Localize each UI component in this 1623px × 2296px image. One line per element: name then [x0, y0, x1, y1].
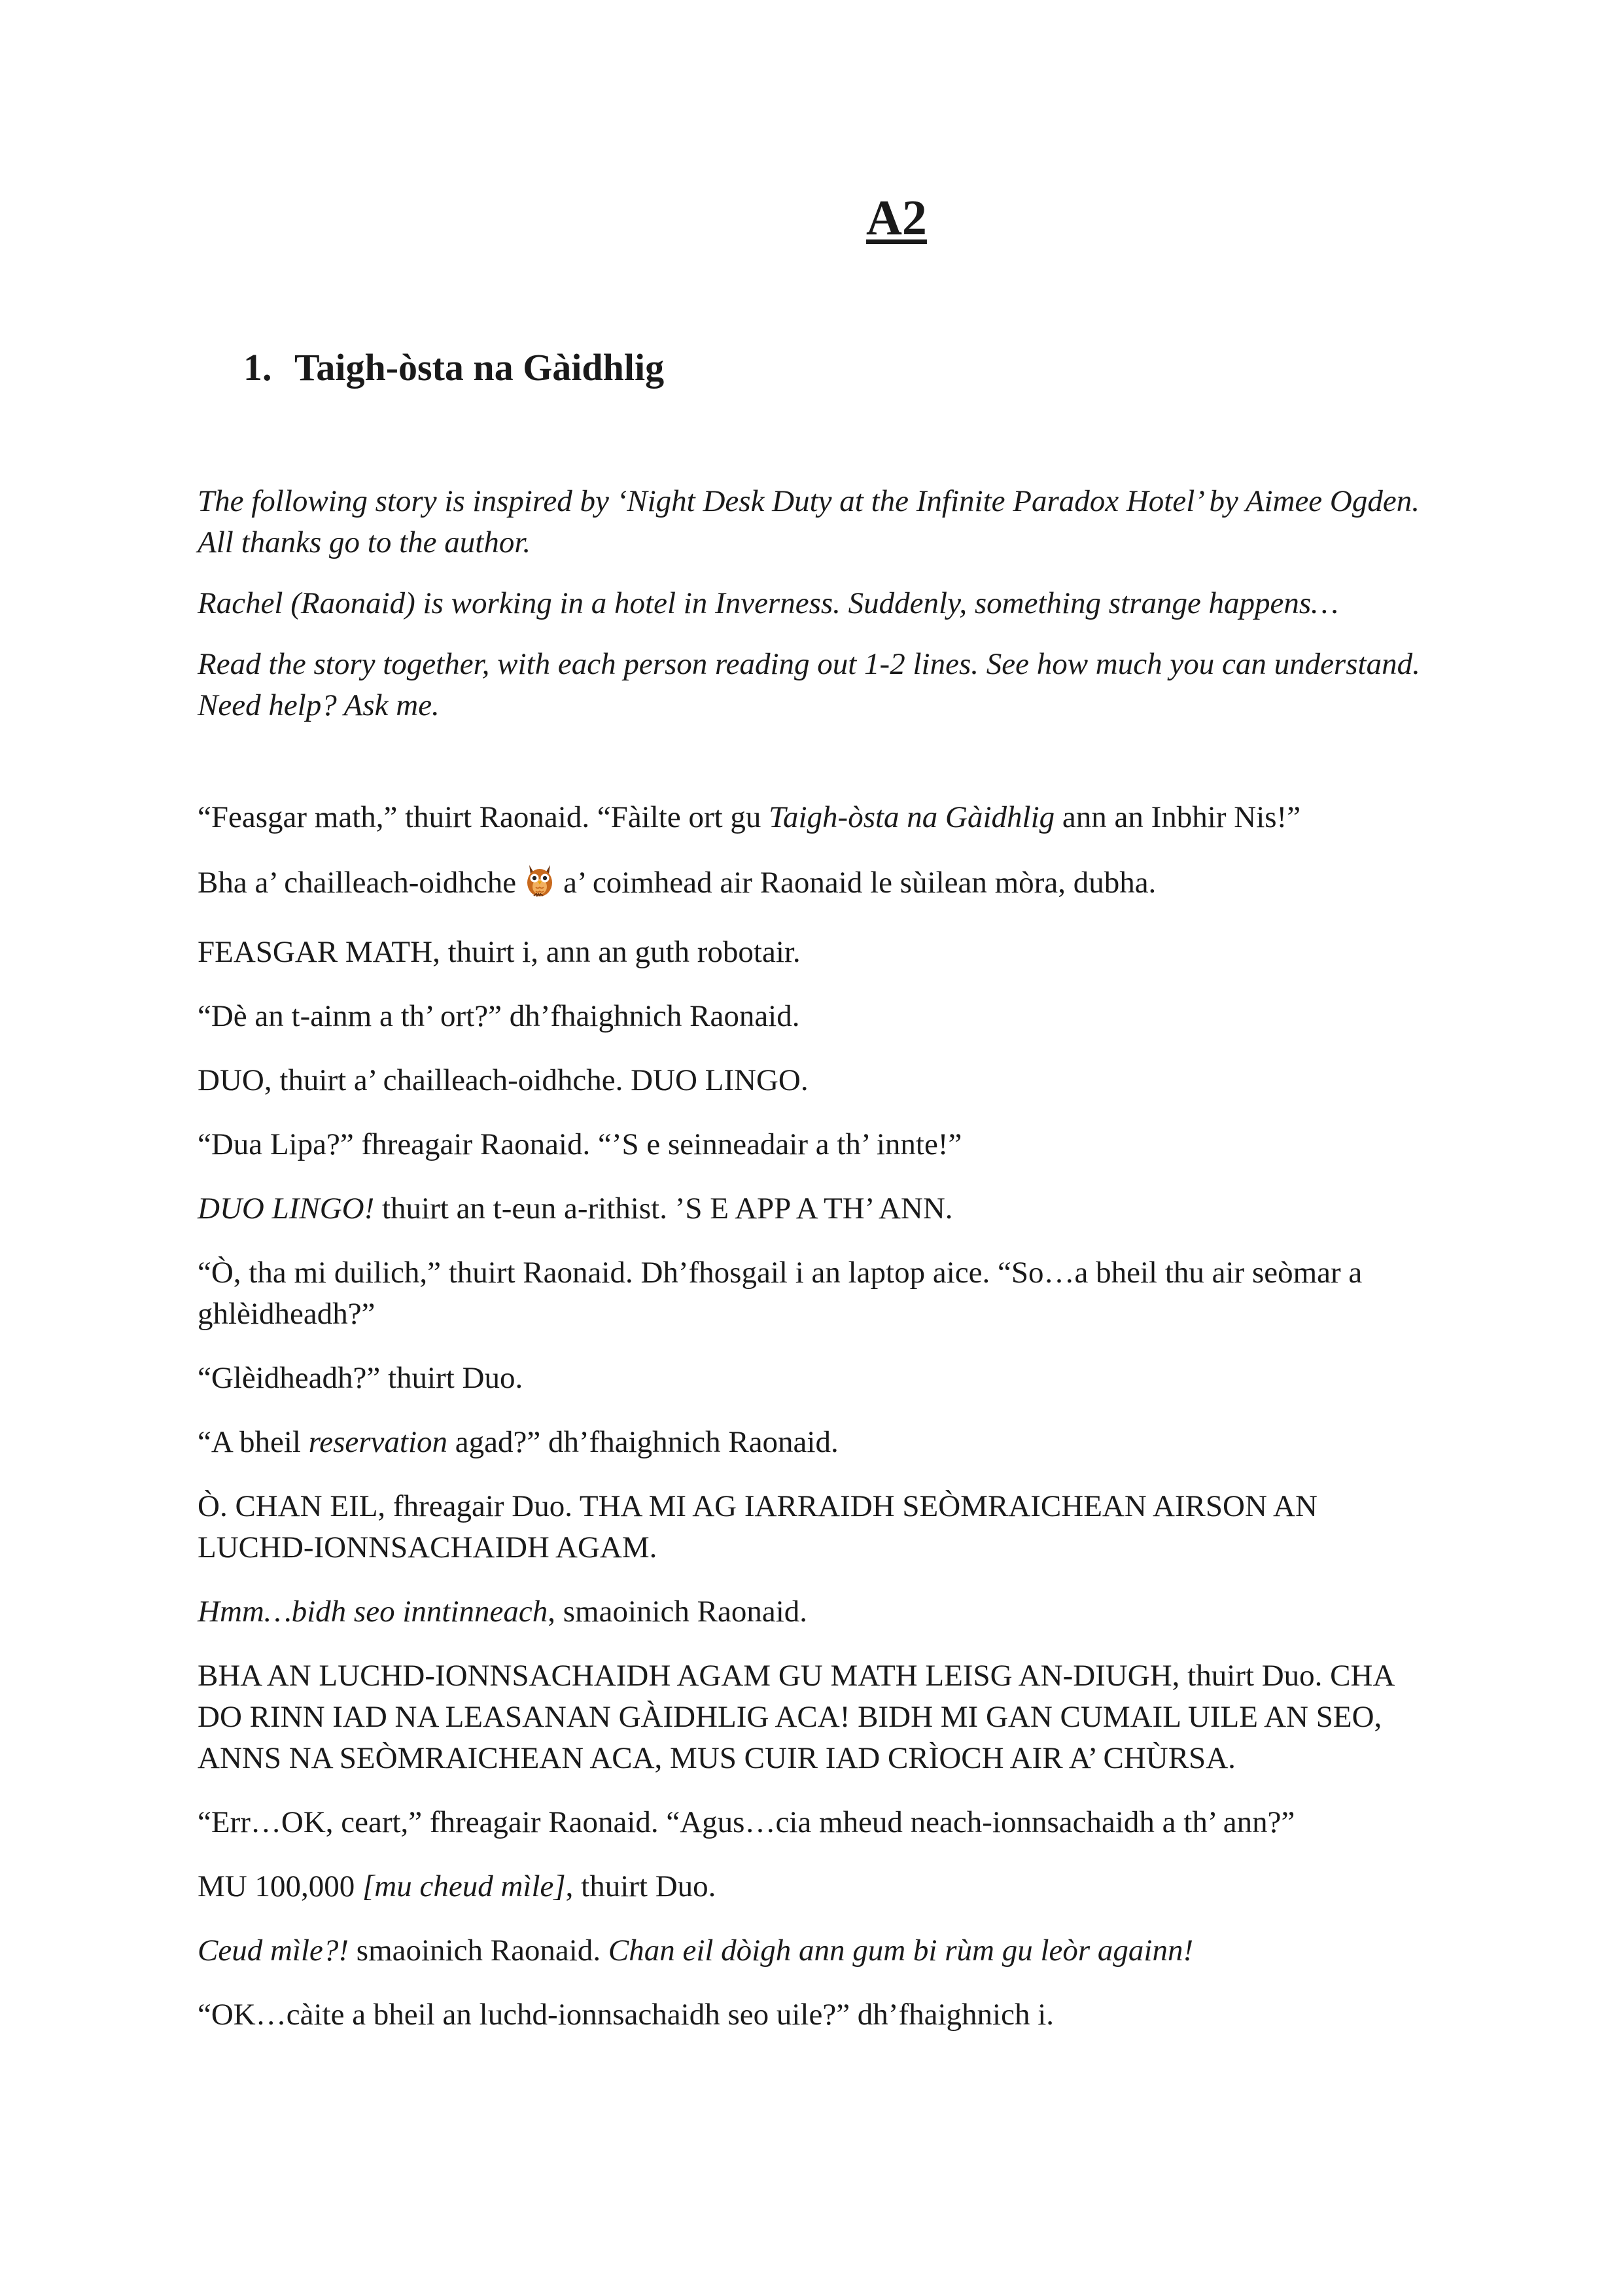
story-paragraph: FEASGAR MATH, thuirt i, ann an guth robotair.: [198, 935, 801, 969]
text-run: , thuirt Duo.: [565, 1869, 716, 1903]
story-paragraph: “Dè an t-ainm a th’ ort?” dh’fhaighnich Raonaid.: [198, 999, 800, 1033]
emphasis-text: [mu cheud mìle]: [362, 1869, 566, 1903]
emphasis-text: Chan eil dòigh ann gum bi rùm gu leòr againn!: [608, 1934, 1194, 1968]
story-paragraph: “Dua Lipa?” fhreagair Raonaid. “’S e seinneadair a th’ innte!”: [198, 1127, 962, 1161]
story-paragraph: “Ò, tha mi duilich,” thuirt Raonaid. Dh’fhosgail i an laptop aice. “So…a bheil thu air seòmar a ghlèidheadh?”: [198, 1256, 1363, 1331]
emphasis-text: Ceud mìle?!: [198, 1934, 349, 1968]
text-run: “Feasgar math,” thuirt Raonaid. “Fàilte ort gu: [198, 800, 769, 834]
text-run: ann an Inbhir Nis!”: [1055, 800, 1301, 834]
intro-paragraph: Read the story together, with each person reading out 1-2 lines. See how much you can understand. Need help? Ask me.: [198, 647, 1420, 722]
intro-paragraph: The following story is inspired by ‘Night Desk Duty at the Infinite Paradox Hotel’ by Aimee Ogden. All thanks go to the author.: [198, 484, 1420, 559]
story-paragraph: DUO, thuirt a’ chailleach-oidhche. DUO LINGO.: [198, 1063, 809, 1097]
text-run: Bha a’ chailleach-oidhche: [198, 866, 517, 900]
story-paragraph: [198, 1866, 1440, 1907]
intro-paragraph: Rachel (Raonaid) is working in a hotel in Inverness. Suddenly, something strange happens…: [198, 586, 1339, 620]
story-paragraph: BHA AN LUCHD-IONNSACHAIDH AGAM GU MATH LEISG AN-DIUGH, thuirt Duo. CHA DO RINN IAD NA LEASANAN GÀIDHLIG ACA! BIDH MI GAN CUMAIL UILE AN SEO, ANNS NA SEÒMRAICHEAN ACA, MUS CUIR IAD CRÌOCH AIR A’ CHÙRSA.: [198, 1659, 1393, 1775]
story-paragraph: “Glèidheadh?” thuirt Duo.: [198, 1361, 523, 1395]
story-paragraph: [198, 1591, 1440, 1633]
text-run: thuirt an t-eun a-rithist. ’S E APP A TH’ ANN.: [374, 1192, 953, 1226]
emphasis-text: Hmm…bidh seo inntinneach: [198, 1595, 548, 1629]
section-title: Taigh-òsta na Gàidhlig: [294, 346, 665, 389]
story-paragraph: Ò. CHAN EIL, fhreagair Duo. THA MI AG IARRAIDH SEÒMRAICHEAN AIRSON AN LUCHD-IONNSACHAIDH AGAM.: [198, 1489, 1318, 1564]
story-paragraph: [198, 797, 1440, 838]
text-run: MU 100,000: [198, 1869, 362, 1903]
intro-block: [198, 481, 1440, 726]
section-number: 1.: [243, 346, 272, 389]
text-run: smaoinich Raonaid.: [349, 1934, 608, 1968]
text-run: “A bheil: [198, 1425, 309, 1459]
section-heading: [243, 345, 664, 389]
story-paragraph: “OK…càite a bheil an luchd-ionnsachaidh seo uile?” dh’fhaighnich i.: [198, 1998, 1055, 2032]
story-paragraph: [198, 1422, 1440, 1463]
text-run: a’ coimhead air Raonaid le sùilean mòra, dubha.: [563, 866, 1157, 900]
document-body: [198, 481, 1440, 2036]
text-run: agad?” dh’fhaighnich Raonaid.: [447, 1425, 839, 1459]
owl-icon: [523, 861, 557, 909]
story-block: [198, 797, 1440, 2036]
story-paragraph: [198, 1188, 1440, 1229]
emphasis-text: DUO LINGO!: [198, 1192, 375, 1226]
level-title: A2: [866, 190, 927, 245]
hotel-name: Taigh-òsta na Gàidhlig: [769, 800, 1055, 834]
story-paragraph: [198, 1930, 1440, 1971]
story-paragraph: “Err…OK, ceart,” fhreagair Raonaid. “Agus…cia mheud neach-ionnsachaidh a th’ ann?”: [198, 1805, 1295, 1839]
emphasis-text: reservation: [308, 1425, 448, 1459]
story-paragraph: [198, 861, 1440, 909]
text-run: , smaoinich Raonaid.: [548, 1595, 808, 1629]
